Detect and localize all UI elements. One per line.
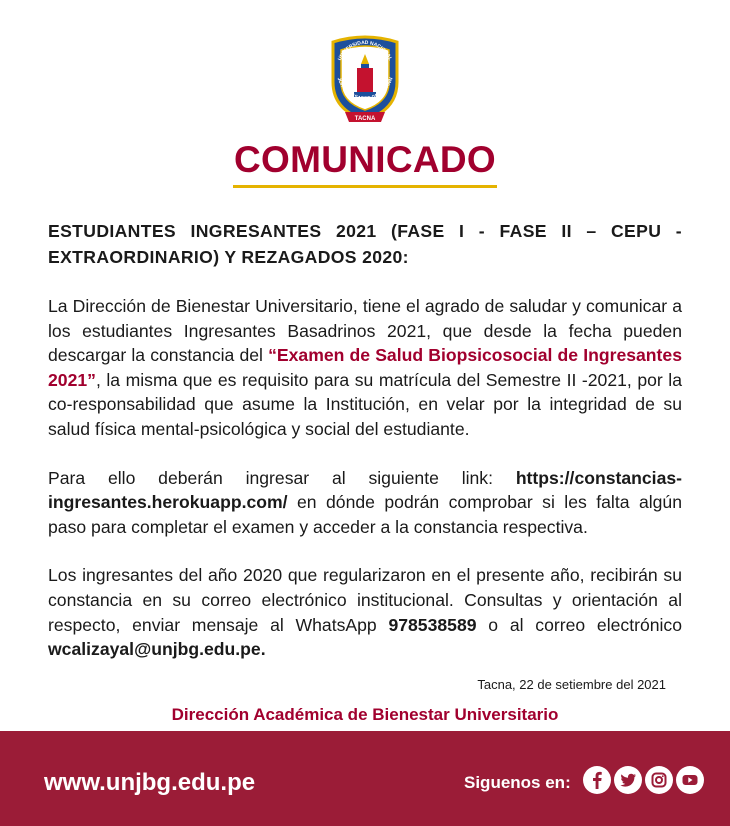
youtube-icon[interactable]: [676, 766, 704, 794]
notice-body: [48, 218, 682, 686]
university-crest-logo: [327, 34, 403, 126]
crest-arc-mid-text: JORGE BASADRE GROHMANN: [335, 76, 395, 103]
website-link[interactable]: www.unjbg.edu.pe: [44, 769, 256, 796]
footer-bar: [0, 731, 730, 826]
paragraph-3-intro: Los ingresantes del año 2020 que regularizaron en el presente año, recibirán su constancia en su correo electrónico institucional. Consultas y orientación al respecto, enviar mensaje al WhatsApp: [48, 565, 682, 635]
notice-heading: ESTUDIANTES INGRESANTES 2021 (FASE I - FASE II – CEPU - EXTRAORDINARIO) Y REZAGADOS 2020:: [48, 221, 682, 267]
title-underline: [233, 185, 497, 188]
paragraph-2: [48, 466, 682, 540]
contact-email[interactable]: wcalizayal@unjbg.edu.pe.: [48, 639, 266, 660]
whatsapp-number: 978538589: [388, 614, 477, 635]
paragraph-3: [48, 563, 682, 661]
page-title: COMUNICADO: [234, 139, 496, 180]
crest-arc-top-text: UNIVERSIDAD NACIONAL: [336, 39, 394, 62]
exam-name-highlight: “Examen de Salud Biopsicosocial de Ingresantes 2021”: [48, 345, 682, 390]
paragraph-3-middle: o al correo electrónico: [476, 614, 682, 635]
paragraph-2-rest: en dónde podrán comprobar si les falta algún paso para completar el examen y acceder a la constancia respectiva.: [48, 492, 682, 537]
paragraph-1-intro: La Dirección de Bienestar Universitario, tiene el agrado de saludar y comunicar a los estudiantes Ingresantes Basadrinos 2021, que desde la fecha pueden descargar la constancia del: [48, 296, 682, 366]
instagram-icon[interactable]: [645, 766, 673, 794]
paragraph-1: [48, 294, 682, 442]
crest-ribbon-text: TACNA: [354, 116, 376, 122]
facebook-icon[interactable]: [583, 766, 611, 794]
issuing-office: Dirección Académica de Bienestar Universitario: [171, 705, 559, 724]
constancias-link[interactable]: https://constancias-ingresantes.herokuapp.com/: [48, 467, 682, 513]
follow-label: Siguenos en:: [464, 773, 571, 792]
notice-date: Tacna, 22 de setiembre del 2021: [477, 677, 666, 692]
twitter-icon[interactable]: [614, 766, 642, 794]
paragraph-2-intro: Para ello deberán ingresar al siguiente link:: [48, 467, 516, 488]
paragraph-1-rest: , la misma que es requisito para su matrícula del Semestre II -2021, por la co-responsabilidad que asume la Institución, en velar por la integridad de su salud física mental-psicológica y social del estudiante.: [48, 369, 682, 439]
